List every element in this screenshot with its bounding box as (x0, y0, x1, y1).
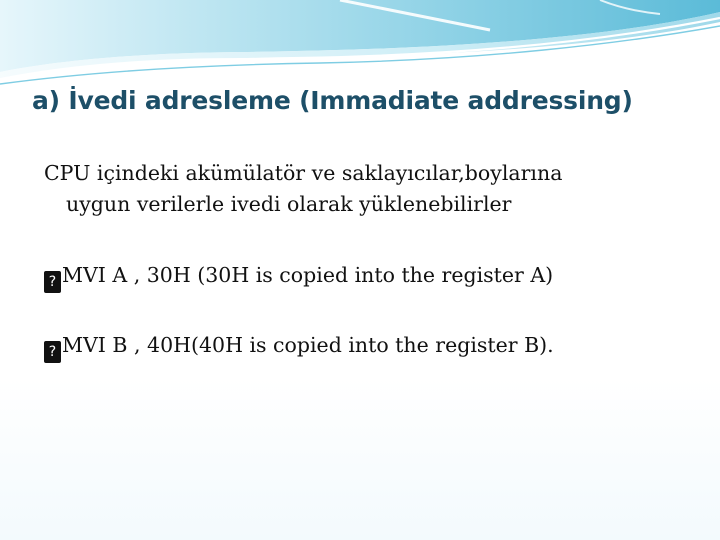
intro-paragraph (44, 158, 684, 220)
bullet-text-mvi-b: MVI B , 40H(40H is copied into the register B). (62, 333, 554, 357)
intro-line-2: uygun verilerle ivedi olarak yüklenebilirler (66, 192, 512, 216)
missing-glyph-icon: ? (44, 341, 61, 363)
bullet-item-mvi-b (44, 333, 554, 363)
wave-banner-icon (0, 0, 720, 90)
bullet-text-mvi-a: MVI A , 30H (30H is copied into the register A) (62, 263, 554, 287)
slide-title: a) İvedi adresleme (Immadiate addressing) (32, 86, 633, 115)
bullet-item-mvi-a (44, 263, 553, 293)
missing-glyph-icon: ? (44, 271, 61, 293)
intro-line-1: CPU içindeki akümülatör ve saklayıcılar,boylarına (44, 161, 563, 185)
